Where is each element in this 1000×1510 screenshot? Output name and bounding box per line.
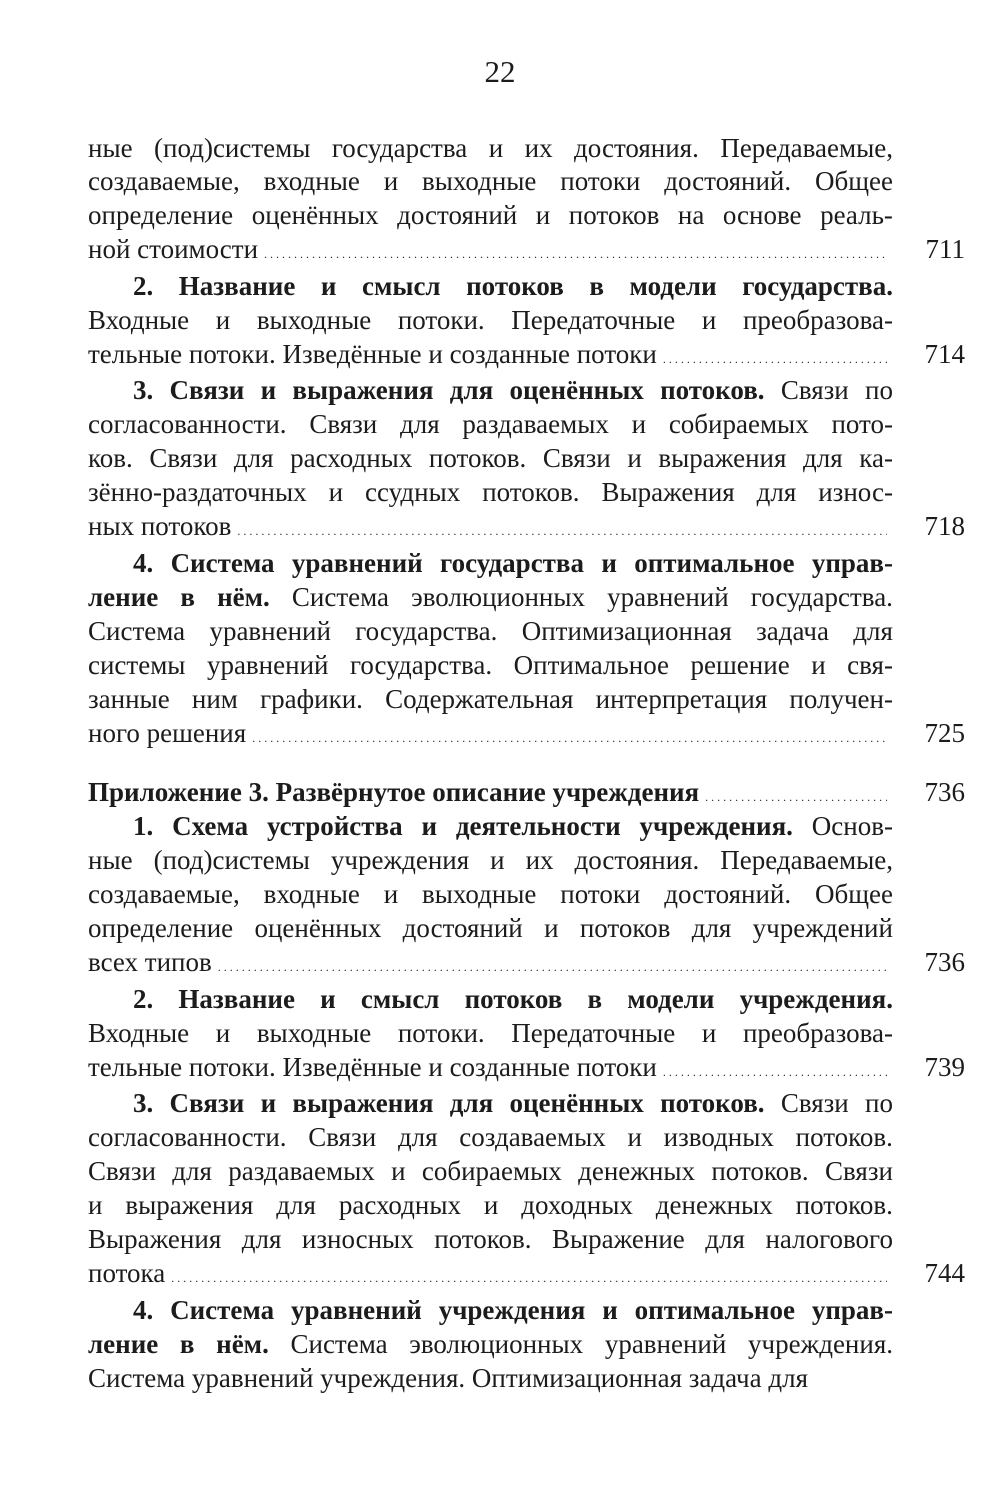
toc-line xyxy=(88,1255,893,1291)
toc-word: системы xyxy=(88,650,186,680)
toc-word: Система xyxy=(88,616,186,646)
toc-line xyxy=(88,197,893,233)
toc-word: и xyxy=(88,1190,103,1220)
toc-word: потоков. xyxy=(711,1156,809,1186)
toc-heading-word: в xyxy=(587,984,603,1014)
toc-text: ных потоков xyxy=(88,511,232,541)
toc-word: износных xyxy=(301,1224,414,1254)
dot-leader xyxy=(218,944,887,985)
toc-word: государства. xyxy=(750,582,893,612)
toc-word: и xyxy=(215,305,231,335)
toc-word: ков. xyxy=(88,443,133,473)
toc-word: Передаваемые, xyxy=(720,133,893,163)
toc-line xyxy=(88,130,893,166)
toc-line xyxy=(88,715,893,751)
toc-heading-word: для xyxy=(449,375,494,405)
toc-word: и xyxy=(631,409,647,439)
toc-word: и xyxy=(391,1156,406,1186)
toc-heading-word: управ- xyxy=(811,1295,893,1325)
toc-word: согласованности. xyxy=(88,1122,287,1152)
toc-line xyxy=(88,1326,893,1362)
toc-word: основе xyxy=(722,200,802,230)
toc-word: Система xyxy=(290,1329,388,1359)
toc-word: Содержательная xyxy=(385,684,574,714)
toc-word: и xyxy=(544,913,559,943)
toc-word: ные xyxy=(88,845,133,875)
toc-page-number: 744 xyxy=(924,1258,965,1288)
toc-line xyxy=(88,1187,893,1223)
toc-word: раздаваемых xyxy=(462,409,609,439)
toc-word: интерпретация xyxy=(595,684,768,714)
toc-word: решение xyxy=(690,650,790,680)
toc-word: Связи xyxy=(309,409,378,439)
toc-heading-word: смысл xyxy=(361,271,441,301)
toc-word: и xyxy=(701,305,717,335)
toc-word: и xyxy=(490,845,505,875)
toc-heading-word: потоков. xyxy=(660,375,765,405)
toc-line xyxy=(88,1360,893,1396)
toc-word: денежных xyxy=(578,1156,696,1186)
toc-line xyxy=(133,545,893,581)
toc-heading-word: нём. xyxy=(217,582,270,612)
toc-word: потоки xyxy=(560,166,641,196)
toc-word: Выражение xyxy=(551,1224,685,1254)
toc-word: Общее xyxy=(814,166,893,196)
toc-word: графики. xyxy=(260,684,363,714)
toc-word: и xyxy=(701,1018,717,1048)
toc-word: и xyxy=(328,477,344,507)
toc-word: износ- xyxy=(818,477,893,507)
toc-word: учреждения. xyxy=(747,1329,893,1359)
toc-word: Входные xyxy=(88,305,190,335)
toc-page-number: 725 xyxy=(924,718,965,748)
toc-word: изводных xyxy=(663,1122,774,1152)
toc-word: Общее xyxy=(814,879,893,909)
toc-word: ним xyxy=(191,684,238,714)
toc-word: и xyxy=(627,443,642,473)
toc-line xyxy=(88,944,893,980)
toc-heading-word: смысл xyxy=(360,984,440,1014)
toc-line xyxy=(133,1292,893,1328)
toc-word: потоков. xyxy=(434,1224,532,1254)
toc-word: Связи xyxy=(308,1122,377,1152)
toc-word: Оптимальное xyxy=(513,650,670,680)
toc-text: тельные потоки. Изведённые и созданные потоки xyxy=(88,1052,657,1082)
toc-heading-word: и xyxy=(421,811,438,841)
toc-heading-word: и xyxy=(260,375,277,405)
toc-line xyxy=(88,163,893,199)
toc-heading-word: учреждения. xyxy=(739,984,893,1014)
toc-word: для xyxy=(276,1190,316,1220)
toc-line xyxy=(133,372,893,408)
toc-word: создаваемых xyxy=(459,1122,606,1152)
toc-heading-word: и xyxy=(601,548,617,578)
toc-word: Система xyxy=(88,1363,192,1393)
toc-word: доходных xyxy=(521,1190,633,1220)
toc-word: пото- xyxy=(831,409,893,439)
toc-heading-word: государства xyxy=(440,548,585,578)
toc-heading-word: 3. xyxy=(133,1088,154,1118)
toc-text: ной стоимости xyxy=(88,234,259,264)
toc-word: на xyxy=(677,200,705,230)
toc-word: ные xyxy=(88,133,133,163)
toc-line xyxy=(88,1119,893,1155)
toc-text: потока xyxy=(88,1258,166,1288)
toc-word: потоки. xyxy=(397,1018,485,1048)
toc-word: достояний xyxy=(397,200,518,230)
toc-heading-word: Схема xyxy=(172,811,249,841)
toc-page-number: 714 xyxy=(924,339,965,369)
toc-word: потоков. xyxy=(428,443,527,473)
toc-line xyxy=(88,842,893,878)
toc-word: ссудных xyxy=(365,477,461,507)
toc-word: уравнений xyxy=(209,616,331,646)
toc-word: Связи xyxy=(88,1156,156,1186)
toc-word: Входные xyxy=(88,1018,190,1048)
toc-heading-word: Название xyxy=(178,271,296,301)
toc-word: выходные xyxy=(256,1018,372,1048)
toc-heading-word: устройства xyxy=(266,811,403,841)
toc-page-number: 736 xyxy=(924,777,965,807)
toc-heading-word: нём. xyxy=(216,1329,269,1359)
toc-word: оценённых xyxy=(254,913,382,943)
toc-word: их xyxy=(525,845,554,875)
toc-word: и xyxy=(215,1018,231,1048)
toc-line xyxy=(88,1015,893,1051)
toc-word: Выражения xyxy=(601,477,735,507)
toc-word: для xyxy=(241,1224,282,1254)
toc-word: (под)системы xyxy=(154,133,311,163)
toc-heading-word: потоков xyxy=(466,271,564,301)
toc-word: достояний. xyxy=(664,879,792,909)
toc-heading-word: Система xyxy=(170,1295,275,1325)
toc-word: задача xyxy=(756,616,829,646)
toc-line xyxy=(88,876,893,912)
toc-heading-word: и xyxy=(320,984,336,1014)
toc-heading-word: 1. xyxy=(133,811,154,841)
toc-word: и xyxy=(483,1190,499,1220)
toc-line xyxy=(88,231,893,267)
toc-heading-word: выражения xyxy=(292,1088,434,1118)
toc-page-number: 711 xyxy=(925,234,965,264)
toc-word: и xyxy=(811,650,826,680)
toc-word: входные xyxy=(263,879,360,909)
dot-leader xyxy=(663,336,887,377)
toc-word: эволюционных xyxy=(411,582,586,612)
toc-heading-word: 2. xyxy=(133,984,154,1014)
toc-line xyxy=(88,508,893,544)
toc-word: и xyxy=(627,1122,642,1152)
toc-line xyxy=(88,647,893,683)
toc-word: задача xyxy=(688,1363,769,1393)
toc-heading-word: для xyxy=(449,1088,494,1118)
toc-word: расходных xyxy=(290,443,413,473)
toc-word: потоков. xyxy=(795,1190,893,1220)
toc-word: и xyxy=(535,200,551,230)
toc-word: и xyxy=(383,166,399,196)
toc-page-number: 736 xyxy=(924,947,965,977)
toc-word: Система xyxy=(291,582,390,612)
toc-word: Оптимизационная xyxy=(521,616,732,646)
toc-page-number: 739 xyxy=(924,1052,965,1082)
toc-heading-word: потоков xyxy=(464,984,563,1014)
toc-word: и xyxy=(488,133,504,163)
toc-heading-word: Связи xyxy=(169,1088,245,1118)
toc-text: тельные потоки. Изведённые и созданные потоки xyxy=(88,339,657,369)
dot-leader xyxy=(252,715,887,756)
toc-word: денежных xyxy=(655,1190,773,1220)
toc-word: выражения xyxy=(125,1190,254,1220)
toc-heading-word: и xyxy=(602,1295,618,1325)
toc-word: государства xyxy=(331,133,468,163)
toc-heading: Приложение 3. Развёрнутое описание учреждения xyxy=(88,777,700,807)
toc-word: выходные xyxy=(422,879,537,909)
toc-heading-word: в xyxy=(589,271,604,301)
toc-line xyxy=(88,406,893,442)
toc-heading-word: потоков. xyxy=(660,1088,765,1118)
toc-heading-word: ление xyxy=(88,1329,159,1359)
toc-word: преобразова- xyxy=(742,1018,893,1048)
toc-word: для xyxy=(768,1363,808,1393)
toc-heading-word: оптимальное xyxy=(634,548,795,578)
toc-word: определение xyxy=(88,913,234,943)
toc-heading-word: модели xyxy=(627,984,715,1014)
toc-heading-word: выражения xyxy=(292,375,434,405)
toc-word: Связи xyxy=(149,443,218,473)
toc-heading-word: уравнений xyxy=(291,1295,422,1325)
page-number: 22 xyxy=(484,54,516,89)
toc-line xyxy=(88,1153,893,1189)
toc-word: государства. xyxy=(355,616,498,646)
toc-word: для xyxy=(400,409,440,439)
toc-word: учреждения. xyxy=(320,1363,472,1393)
toc-word: потоков. xyxy=(795,1122,893,1152)
toc-heading-word: и xyxy=(260,1088,277,1118)
toc-heading-word: и xyxy=(320,271,337,301)
toc-line xyxy=(88,910,893,946)
toc-heading-word: уравнений xyxy=(291,548,423,578)
toc-line xyxy=(88,440,893,476)
toc-line xyxy=(88,774,893,810)
toc-word: зённо-раздаточных xyxy=(88,477,307,507)
toc-word: потоков. xyxy=(482,477,580,507)
toc-word: учреждений xyxy=(752,913,893,943)
toc-word: раздаваемых xyxy=(228,1156,375,1186)
toc-text: всех типов xyxy=(88,947,212,977)
toc-word: потоки. xyxy=(397,305,485,335)
toc-word: Связи xyxy=(780,375,849,405)
toc-line xyxy=(88,336,893,372)
toc-word: их xyxy=(524,133,553,163)
toc-heading-word: Система xyxy=(170,548,275,578)
toc-heading-word: Название xyxy=(178,984,295,1014)
toc-heading-word: оптимальное xyxy=(634,1295,795,1325)
toc-line xyxy=(133,268,893,304)
toc-heading-word: в xyxy=(180,582,195,612)
toc-heading-word: 2. xyxy=(133,271,154,301)
toc-word: Передаваемые, xyxy=(720,845,893,875)
toc-word: Передаточные xyxy=(511,1018,676,1048)
toc-word: свя- xyxy=(847,650,893,680)
toc-word: входные xyxy=(263,166,360,196)
toc-line xyxy=(133,981,893,1017)
toc-word: достояния. xyxy=(574,133,699,163)
toc-word: уравнений xyxy=(206,650,329,680)
toc-word: Выражения xyxy=(88,1224,222,1254)
toc-word: для xyxy=(691,913,732,943)
toc-line xyxy=(133,808,893,844)
toc-word: преобразова- xyxy=(742,305,893,335)
toc-word: Передаточные xyxy=(511,305,676,335)
toc-heading-word: оценённых xyxy=(509,1088,644,1118)
toc-word: учреждения xyxy=(330,845,470,875)
toc-word: для xyxy=(397,1122,438,1152)
toc-word: уравнений xyxy=(607,582,729,612)
toc-heading-word: учреждения xyxy=(438,1295,586,1325)
toc-word: для xyxy=(756,477,797,507)
toc-word: Связи xyxy=(825,1156,893,1186)
toc-word: для xyxy=(803,443,843,473)
toc-heading-word: управ- xyxy=(811,548,893,578)
toc-line xyxy=(88,1049,893,1085)
toc-word: достояния. xyxy=(574,845,700,875)
toc-word: согласованности. xyxy=(88,409,287,439)
toc-word: Связи xyxy=(542,443,611,473)
toc-heading-word: оценённых xyxy=(509,375,644,405)
toc-word: и xyxy=(383,879,399,909)
toc-word: эволюционных xyxy=(409,1329,584,1359)
toc-line xyxy=(133,1085,893,1121)
toc-word: по xyxy=(865,1088,893,1118)
toc-heading-word: Связи xyxy=(169,375,245,405)
toc-word: Оптимизационная xyxy=(471,1363,689,1393)
toc-word: создаваемые, xyxy=(88,166,240,196)
toc-word: расходных xyxy=(338,1190,461,1220)
toc-word: для xyxy=(172,1156,212,1186)
toc-word: Связи xyxy=(780,1088,849,1118)
toc-line xyxy=(88,474,893,510)
toc-word: потоков xyxy=(579,913,671,943)
toc-word: для xyxy=(705,1224,745,1254)
toc-word: выходные xyxy=(256,305,372,335)
toc-word: налогового xyxy=(765,1224,893,1254)
toc-word: собираемых xyxy=(668,409,809,439)
toc-word: для xyxy=(233,443,274,473)
toc-heading-word: 4. xyxy=(133,1295,154,1325)
toc-word: определение xyxy=(88,200,234,230)
toc-word: выходные xyxy=(422,166,537,196)
toc-word: по xyxy=(865,375,893,405)
toc-word: собираемых xyxy=(421,1156,562,1186)
toc-word: государства. xyxy=(349,650,493,680)
dot-leader xyxy=(264,231,887,272)
toc-word: Основ- xyxy=(811,811,893,841)
toc-word: потоки xyxy=(560,879,641,909)
toc-heading-word: деятельности xyxy=(455,811,621,841)
toc-word: (под)системы xyxy=(153,845,310,875)
toc-word: создаваемые, xyxy=(88,879,240,909)
toc-word: получен- xyxy=(789,684,893,714)
toc-word: для xyxy=(853,616,893,646)
dot-leader xyxy=(171,1255,887,1296)
toc-heading-word: модели xyxy=(629,271,717,301)
toc-line xyxy=(88,613,893,649)
toc-heading-word: учреждения. xyxy=(639,811,793,841)
toc-word: достояний. xyxy=(664,166,792,196)
toc-word: уравнений xyxy=(604,1329,727,1359)
toc-word: занные xyxy=(88,684,170,714)
toc-word: достояний xyxy=(402,913,523,943)
toc-heading-word: 3. xyxy=(133,375,154,405)
toc-word: оценённых xyxy=(251,200,379,230)
toc-heading-word: 4. xyxy=(133,548,154,578)
dot-leader xyxy=(237,508,887,549)
toc-word: потоков xyxy=(568,200,660,230)
toc-word: выражения xyxy=(658,443,787,473)
toc-heading-word: в xyxy=(179,1329,195,1359)
toc-word: реаль- xyxy=(820,200,893,230)
toc-line xyxy=(88,681,893,717)
toc-heading-word: государства. xyxy=(742,271,893,301)
toc-heading-word: ление xyxy=(88,582,159,612)
toc-line xyxy=(88,1221,893,1257)
toc-page-number: 718 xyxy=(924,511,965,541)
toc-word: ка- xyxy=(859,443,893,473)
toc-line xyxy=(88,302,893,338)
toc-word: уравнений xyxy=(191,1363,321,1393)
toc-line xyxy=(88,579,893,615)
toc-text: ного решения xyxy=(88,718,247,748)
dot-leader xyxy=(663,1049,887,1090)
